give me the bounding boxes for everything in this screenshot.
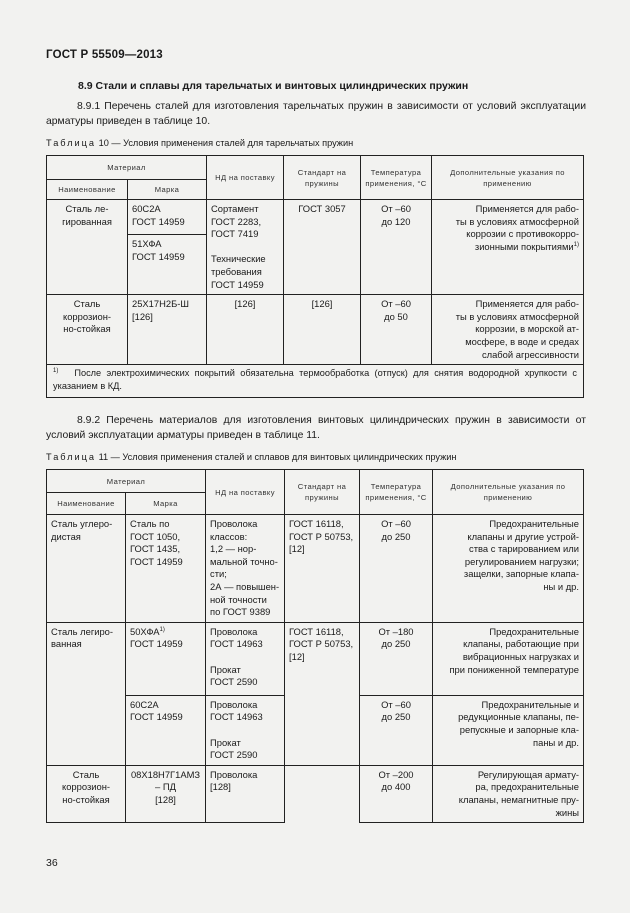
table10-caption-text: 10 — Условия применения сталей для тарельчатых пружин: [98, 138, 354, 148]
table11-caption-label: Таблица: [46, 452, 97, 462]
t11-header-notes: Дополнительные указания по применению: [433, 470, 584, 515]
table11-caption-text: 11 — Условия применения сталей и сплавов для винтовых цилиндрических пружин: [98, 452, 457, 462]
t11-row4-grade: 08Х18Н7Г1АМЗ – ПД [128]: [126, 765, 206, 822]
t11-header-grade: Марка: [126, 493, 206, 515]
table10-caption: [46, 138, 353, 148]
t10-row2-grade: 25Х17Н2Б-Ш [126]: [128, 295, 207, 365]
t10-row2-temp: От –60 до 50: [361, 295, 432, 365]
t11-row2-grade-sup: 1): [159, 626, 165, 633]
t11-row2-temp: От –180 до 250: [360, 622, 433, 695]
t11-row1-grade: Сталь по ГОСТ 1050, ГОСТ 1435, ГОСТ 14959: [126, 515, 206, 623]
header-nd: НД на поставку: [207, 156, 284, 200]
header-temp: Температура применения, °С: [361, 156, 432, 200]
table-11: [46, 469, 584, 823]
t11-header-nd: НД на поставку: [206, 470, 285, 515]
t10-row2-nd: [126]: [207, 295, 284, 365]
t11-row2-standard: ГОСТ 16118, ГОСТ Р 50753, [12]: [285, 622, 360, 765]
t10-footnote-mark: 1): [53, 368, 59, 375]
t10-footnote-text: После электрохимических покрытий обязательна термообработка (отпуск) для снятия водородной хрупкости с указанием в КД.: [53, 368, 577, 391]
page-number: 36: [46, 857, 58, 869]
t11-row3-nd: Проволока ГОСТ 14963 Прокат ГОСТ 2590: [206, 695, 285, 765]
t10-footnote: [47, 365, 584, 398]
t10-row2-notes: Применяется для рабо- ты в условиях атмосферной коррозии, в морской ат- мосфере, в воде и средах слабой агрессивности: [432, 295, 584, 365]
t11-row2-grade: [126, 622, 206, 695]
t11-header-temp: Температура применения, °С: [360, 470, 433, 515]
t11-header-standard: Стандарт на пружины: [285, 470, 360, 515]
t11-row1-name: Сталь углеро- дистая: [47, 515, 126, 623]
t11-header-material: Материал: [47, 470, 206, 493]
t11-row4-notes: Регулирующая армату- ра, предохранительные клапаны, немагнитные пру- жины: [433, 765, 584, 822]
t10-row1-nd: Сортамент ГОСТ 2283, ГОСТ 7419 Технические требования ГОСТ 14959: [207, 200, 284, 295]
t11-row1-notes: Предохранительные клапаны и другие устрой- ства с тарированием или регулированием нагрузки; защелки, запорные клапа- ны и др.: [433, 515, 584, 623]
t11-row2-nd: Проволока ГОСТ 14963 Прокат ГОСТ 2590: [206, 622, 285, 695]
t10-row1-name: Сталь ле- гированная: [47, 200, 128, 295]
paragraph-8-9-1: 8.9.1 Перечень сталей для изготовления тарельчатых пружин в зависимости от условий эксплуатации арматуры приведен в таблице 10.: [46, 101, 586, 127]
t11-header-name: Наименование: [47, 493, 126, 515]
t11-row1-nd: Проволока классов: 1,2 — нор- мальной точно- сти; 2А — повышен- ной точности по ГОСТ 9389: [206, 515, 285, 623]
t10-row1-notes: [432, 200, 584, 295]
t11-row4-standard: [285, 765, 360, 822]
table11-caption: [46, 452, 456, 462]
t11-row3-notes: Предохранительные и редукционные клапаны, пе- репускные и запорные кла- паны и др.: [433, 695, 584, 765]
t11-row1-standard: ГОСТ 16118, ГОСТ Р 50753, [12]: [285, 515, 360, 623]
t10-row1-notes-text: Применяется для рабо- ты в условиях атмосферной коррозии с противокорро- зионными покрытиями: [455, 203, 579, 252]
t10-row1-grade2: 51ХФА ГОСТ 14959: [132, 238, 185, 262]
t10-row1-grade: [128, 200, 207, 295]
t11-row3-temp: От –60 до 250: [360, 695, 433, 765]
header-material: Материал: [47, 156, 207, 180]
t10-row2-name: Сталь коррозион- но-стойкая: [47, 295, 128, 365]
t11-row2-notes: Предохранительные клапаны, работающие при вибрационных нагрузках и при пониженной температуре: [433, 622, 584, 695]
t10-row1-standard: ГОСТ 3057: [284, 200, 361, 295]
t11-row3-grade: 60С2А ГОСТ 14959: [126, 695, 206, 765]
t11-row4-nd: Проволока [128]: [206, 765, 285, 822]
t11-row4-name: Сталь коррозион- но-стойкая: [47, 765, 126, 822]
header-grade: Марка: [128, 180, 207, 200]
t11-row2-grade-main: 50ХФА: [130, 625, 160, 637]
t11-row4-temp: От –200 до 400: [360, 765, 433, 822]
t11-row2-name: Сталь легиро- ванная: [47, 622, 126, 765]
header-standard: Стандарт на пружины: [284, 156, 361, 200]
t10-row2-standard: [126]: [284, 295, 361, 365]
table10-caption-label: Таблица: [46, 138, 97, 148]
t11-row1-temp: От –60 до 250: [360, 515, 433, 623]
paragraph-8-9-2: 8.9.2 Перечень материалов для изготовления винтовых цилиндрических пружин в зависимости от условий эксплуатации арматуры приведен в таблице 11.: [46, 415, 586, 441]
t10-row1-notes-sup: 1): [573, 241, 579, 248]
t10-row1-grade1: 60С2А ГОСТ 14959: [128, 200, 206, 235]
header-notes: Дополнительные указания по применению: [432, 156, 584, 200]
t11-row2-grade-rest: ГОСТ 14959: [130, 638, 183, 650]
t10-row1-temp: От –60 до 120: [361, 200, 432, 295]
document-header: ГОСТ Р 55509—2013: [46, 49, 163, 61]
table-10: [46, 155, 584, 398]
section-title: 8.9 Стали и сплавы для тарельчатых и винтовых цилиндрических пружин: [78, 80, 469, 92]
header-name: Наименование: [47, 180, 128, 200]
